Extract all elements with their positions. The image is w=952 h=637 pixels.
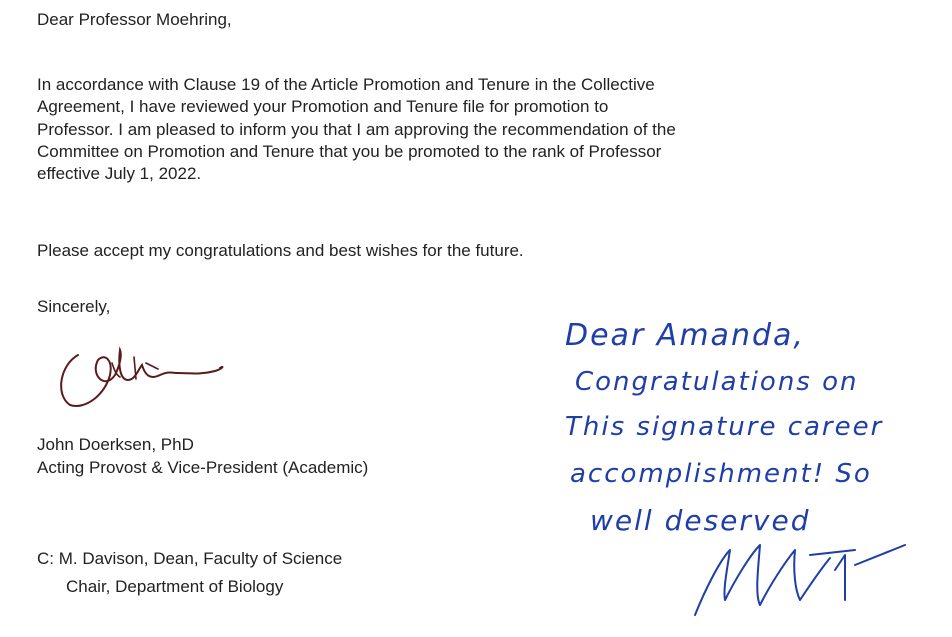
body-line: Committee on Promotion and Tenure that you be promoted to the rank of Professor [37,141,662,161]
salutation: Dear Professor Moehring, [37,10,232,29]
handwritten-line-1: Dear Amanda, [565,318,805,353]
closing: Sincerely, [37,297,111,316]
body-line: Professor. I am pleased to inform you that I am approving the recommendation of the [37,119,676,139]
body-paragraph [37,74,676,185]
body-line: Agreement, I have reviewed your Promotion and Tenure file for promotion to [37,97,609,117]
handwritten-line-5: well deserved [590,504,811,537]
cc-line-2: Chair, Department of Biology [66,577,284,596]
handwritten-signature-matt [695,545,905,615]
handwritten-note [555,300,945,630]
signer-title: Acting Provost & Vice-President (Academic) [37,457,369,477]
body-line: In accordance with Clause 19 of the Article Promotion and Tenure in the Collective [37,75,655,94]
handwritten-line-2: Congratulations on [575,367,859,397]
provost-signature [50,335,240,415]
body-line: effective July 1, 2022. [37,164,202,184]
handwritten-line-4: accomplishment! So [570,459,872,489]
signature-block [37,434,368,479]
signer-name: John Doerksen, PhD [37,435,194,454]
cc-block [37,545,342,601]
handwritten-line-3: This signature career [565,412,884,442]
cc-line-1: C: M. Davison, Dean, Faculty of Science [37,549,343,568]
accept-paragraph: Please accept my congratulations and best wishes for the future. [37,241,524,260]
